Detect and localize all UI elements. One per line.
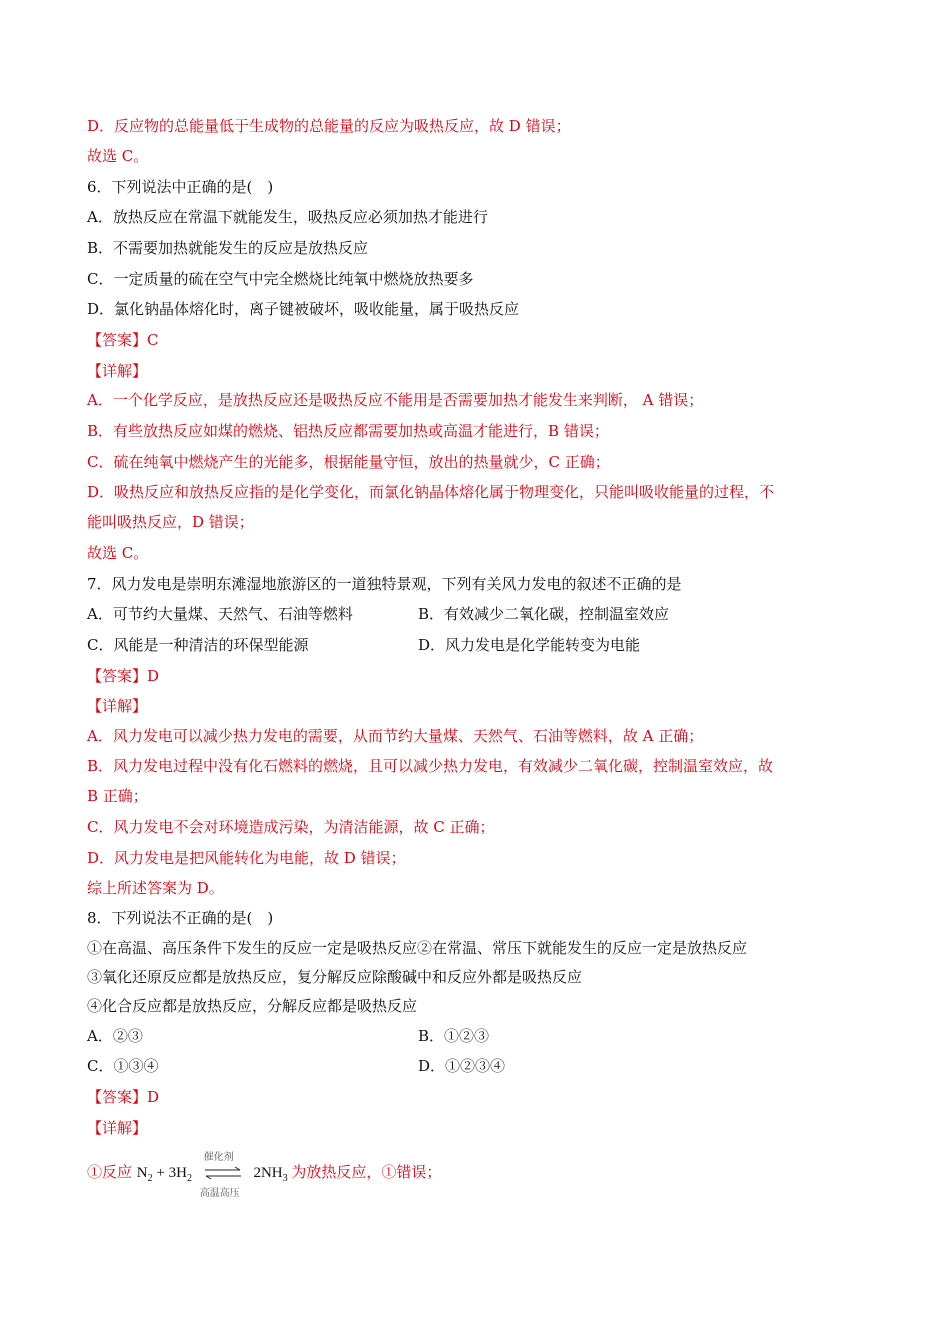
q6-option-c: C．一定质量的硫在空气中完全燃烧比纯氧中燃烧放热要多: [87, 270, 474, 288]
q8-statement-3: ③氧化还原反应都是放热反应，复分解反应除酸碱中和反应外都是吸热反应: [87, 968, 583, 986]
q7-detail-b-cont: B 正确；: [87, 787, 148, 805]
q8-option-a: A．②③: [87, 1027, 143, 1045]
q8-detail-prefix: ①反应: [87, 1163, 133, 1181]
equilibrium-arrow: [199, 1151, 246, 1199]
q7-option-b: B．有效减少二氧化碳，控制温室效应: [418, 605, 670, 623]
q6-detail-c: C．硫在纯氧中燃烧产生的光能多，根据能量守恒，放出的热量就少，C 正确；: [87, 453, 610, 471]
chem-equation: [136, 1151, 292, 1199]
q7-stem: 7．风力发电是崇明东滩湿地旅游区的一道独特景观，下列有关风力发电的叙述不正确的是: [87, 575, 682, 593]
q6-detail-d-cont: 能叫吸热反应，D 错误；: [87, 513, 254, 531]
q6-detail-title: 【详解】: [87, 362, 148, 380]
q7-option-d: D．风力发电是化学能转变为电能: [418, 636, 641, 654]
q6-answer: 【答案】C: [87, 331, 159, 349]
q6-option-b: B．不需要加热就能发生的反应是放热反应: [87, 239, 369, 257]
q6-stem: 6．下列说法中正确的是( ): [87, 178, 274, 196]
q6-detail-a: A．一个化学反应，是放热反应还是吸热反应不能用是否需要加热才能发生来判断， A 错误；: [87, 391, 704, 409]
equilibrium-arrow-icon: [204, 1166, 242, 1180]
eq-product-sub: 3: [282, 1173, 288, 1184]
q8-detail-suffix: 为放热反应，①错误；: [291, 1163, 442, 1181]
q7-detail-b: B．风力发电过程中没有化石燃料的燃烧，且可以减少热力发电，有效减少二氧化碳，控制温室效应，故: [87, 757, 774, 775]
eq-plus-h: + 3H: [156, 1165, 187, 1181]
q7-detail-title: 【详解】: [87, 697, 148, 715]
q6-option-d: D．氯化钠晶体熔化时，离子键被破坏，吸收能量，属于吸热反应: [87, 300, 520, 318]
q8-statement-4: ④化合反应都是放热反应，分解反应都是吸热反应: [87, 997, 418, 1015]
q7-option-a: A．可节约大量煤、天然气、石油等燃料: [87, 605, 353, 623]
q5-conclusion: 故选 C。: [87, 147, 149, 165]
q7-detail-c: C．风力发电不会对环境造成污染，为清洁能源，故 C 正确；: [87, 818, 495, 836]
q7-option-c: C．风能是一种清洁的环保型能源: [87, 636, 309, 654]
q8-stem: 8．下列说法不正确的是( ): [87, 909, 274, 927]
eq-product: 2NH: [253, 1165, 283, 1181]
q8-option-b: B．①②③: [418, 1027, 490, 1045]
eq-condition-temp-pressure: 高温高压: [199, 1187, 240, 1199]
eq-reactant-h-sub: 2: [186, 1173, 192, 1184]
eq-reactant-n: N: [136, 1165, 148, 1181]
q6-detail-b: B．有些放热反应如煤的燃烧、铝热反应都需要加热或高温才能进行，B 错误；: [87, 422, 609, 440]
q8-option-d: D．①②③④: [418, 1057, 506, 1075]
q7-detail-d: D．风力发电是把风能转化为电能，故 D 错误；: [87, 849, 406, 867]
q6-detail-d: D．吸热反应和放热反应指的是化学变化，而氯化钠晶体熔化属于物理变化，只能叫吸收能量的过程，不: [87, 483, 775, 501]
q6-conclusion: 故选 C。: [87, 544, 149, 562]
q8-detail-title: 【详解】: [87, 1119, 148, 1137]
q8-detail-1: [87, 1151, 442, 1199]
q7-detail-a: A．风力发电可以减少热力发电的需要，从而节约大量煤、天然气、石油等燃料，故 A 正确；: [87, 727, 704, 745]
q8-statement-1-2: ①在高温、高压条件下发生的反应一定是吸热反应②在常温、常压下就能发生的反应一定是放热反应: [87, 939, 748, 957]
q7-conclusion: 综上所述答案为 D。: [87, 879, 224, 897]
q8-option-c: C．①③④: [87, 1057, 159, 1075]
q6-option-a: A．放热反应在常温下就能发生，吸热反应必须加热才能进行: [87, 208, 488, 226]
q7-answer: 【答案】D: [87, 667, 160, 685]
q8-answer: 【答案】D: [87, 1088, 160, 1106]
eq-condition-catalyst: 催化剂: [203, 1151, 234, 1163]
q5-detail-d: D．反应物的总能量低于生成物的总能量的反应为吸热反应，故 D 错误；: [87, 117, 571, 135]
eq-reactant-n-sub: 2: [147, 1173, 153, 1184]
